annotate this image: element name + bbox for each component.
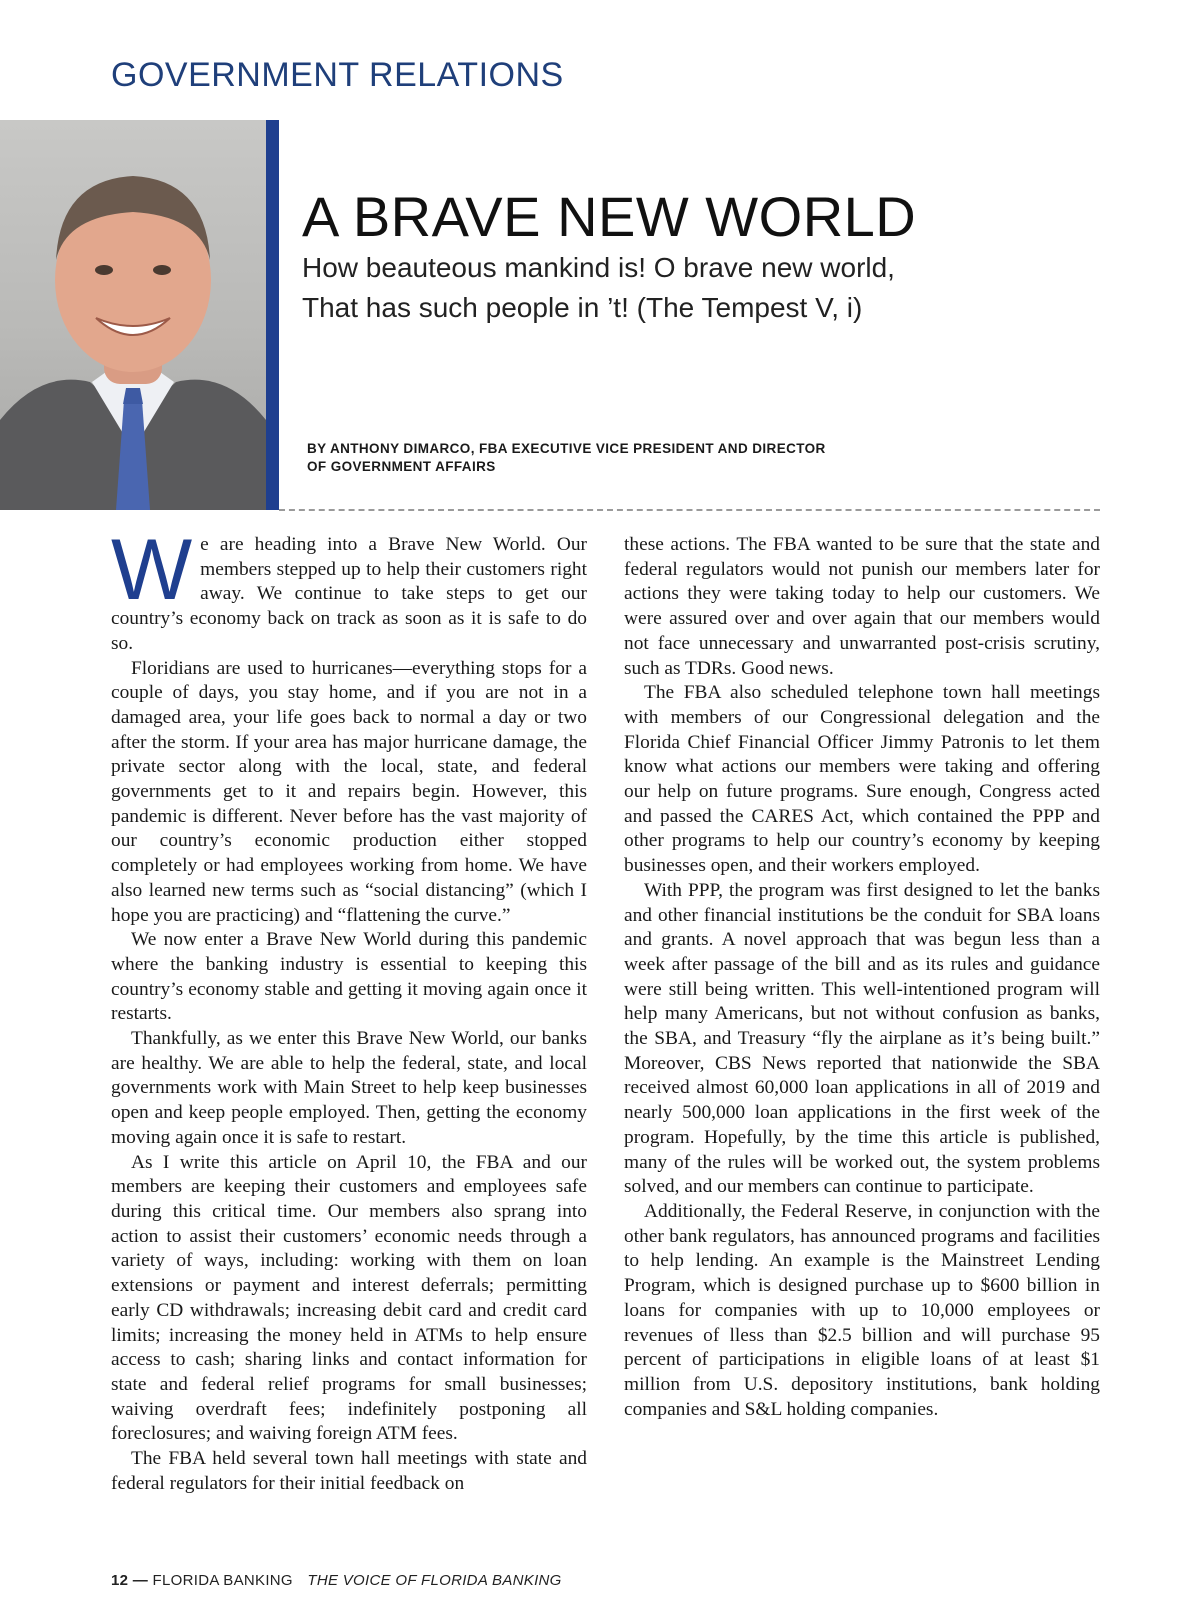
byline xyxy=(307,440,947,476)
section-divider xyxy=(279,509,1100,511)
left-column xyxy=(111,522,587,1496)
paragraph: Thankfully, as we enter this Brave New World, our banks are healthy. We are able to help the federal, state, and local governments work with Main Street to help keep businesses open and keep people employed. Then, getting the economy moving again once it is safe to restart. xyxy=(111,1028,587,1148)
subtitle xyxy=(302,248,1062,328)
headline: A BRAVE NEW WORLD xyxy=(302,185,917,248)
paragraph: these actions. The FBA wanted to be sure that the state and federal regulators would not punish our members later for actions they were taking today to help our customers. We were assured over and over again that our members would not face unnecessary and unwarranted post-crisis scrutiny, such as TDRs. Good news. xyxy=(624,534,1100,679)
paragraph-text: e are heading into a Brave New World. Our members stepped up to help their customers right away. We continue to take steps to get our country’s economy back on track as soon as it is safe to do so. xyxy=(111,534,587,654)
accent-bar xyxy=(266,120,279,510)
paragraph: With PPP, the program was first designed to let the banks and other financial institutions be the conduit for SBA loans and grants. A novel approach that was begun less than a week after passage of the bill and as its rules and guidance were still being written. This well-intentioned program will help many Americans, but not without confusion as banks, the SBA, and Treasury “fly the airplane as it’s being built.” Moreover, CBS News reported that nationwide the SBA received almost 60,000 loan applications in all of 2019 and nearly 500,000 loan applications in the first week of the program. Hopefully, by the time this article is published, many of the rules will be worked out, the system problems solved, and our members can continue to participate. xyxy=(624,879,1100,1198)
drop-cap: W xyxy=(111,522,193,618)
paragraph: Additionally, the Federal Reserve, in conjunction with the other bank regulators, has announced programs and facilities to help lending. An example is the Mainstreet Lending Program, which is designed purchase up to $600 billion in loans for companies with up to 10,000 employees or revenues of lless than $2.5 billion and will purchase 95 percent of participations in eligible loans of at least $1 million from U.S. depository institutions, bank holding companies and S&L holding companies. xyxy=(624,1200,1100,1420)
paragraph: Floridians are used to hurricanes—everything stops for a couple of days, you stay home, and if you are not in a damaged area, your life goes back to normal a day or two after the storm. If your area has major hurricane damage, the private sector along with the local, state, and federal governments get to it and repairs begin. However, this pandemic is different. Never before has the vast majority of our country’s economic production either stopped completely or had employees working from home. We have also learned new terms such as “social distancing” (which I hope you are practicing) and “flattening the curve.” xyxy=(111,657,587,926)
page-number: 12 — xyxy=(111,1572,149,1589)
byline-line-2: OF GOVERNMENT AFFAIRS xyxy=(307,459,496,474)
publication-tagline: THE VOICE OF FLORIDA BANKING xyxy=(307,1572,562,1589)
paragraph: As I write this article on April 10, the FBA and our members are keeping their customers and employees safe during this critical time. Our members also sprang into action to assist their customers’ economic needs through a variety of ways, including: working with them on loan extensions or payment and interest deferrals; permitting early CD withdrawals; increasing debit card and credit card limits; increasing the money held in ATMs to help ensure access to cash; sharing links and contact information for state and federal relief programs for small businesses; waiving overdraft fees; indefinitely postponing all foreclosures; and waiving foreign ATM fees. xyxy=(111,1151,587,1445)
publication-name: FLORIDA BANKING xyxy=(152,1572,293,1589)
paragraph: We now enter a Brave New World during this pandemic where the banking industry is essential to keeping this country’s economy stable and getting it moving again once it restarts. xyxy=(111,929,587,1025)
paragraph: The FBA held several town hall meetings with state and federal regulators for their initial feedback on xyxy=(111,1448,587,1494)
section-label: GOVERNMENT RELATIONS xyxy=(111,56,564,94)
page-footer xyxy=(111,1572,562,1589)
paragraph: The FBA also scheduled telephone town hall meetings with members of our Congressional delegation and the Florida Chief Financial Officer Jimmy Patronis to let them know what actions our members were taking and offering our help on future programs. Sure enough, Congress acted and passed the CARES Act, which contained the PPP and other programs to help our country’s economy by keeping businesses open, and their workers employed. xyxy=(624,682,1100,877)
right-column xyxy=(624,533,1100,1422)
subtitle-line-2: That has such people in ’t! (The Tempest V, i) xyxy=(302,292,863,323)
subtitle-line-1: How beauteous mankind is! O brave new world, xyxy=(302,252,895,283)
author-photo xyxy=(0,120,266,510)
paragraph xyxy=(111,522,587,657)
byline-line-1: BY ANTHONY DIMARCO, FBA EXECUTIVE VICE PRESIDENT AND DIRECTOR xyxy=(307,441,826,456)
